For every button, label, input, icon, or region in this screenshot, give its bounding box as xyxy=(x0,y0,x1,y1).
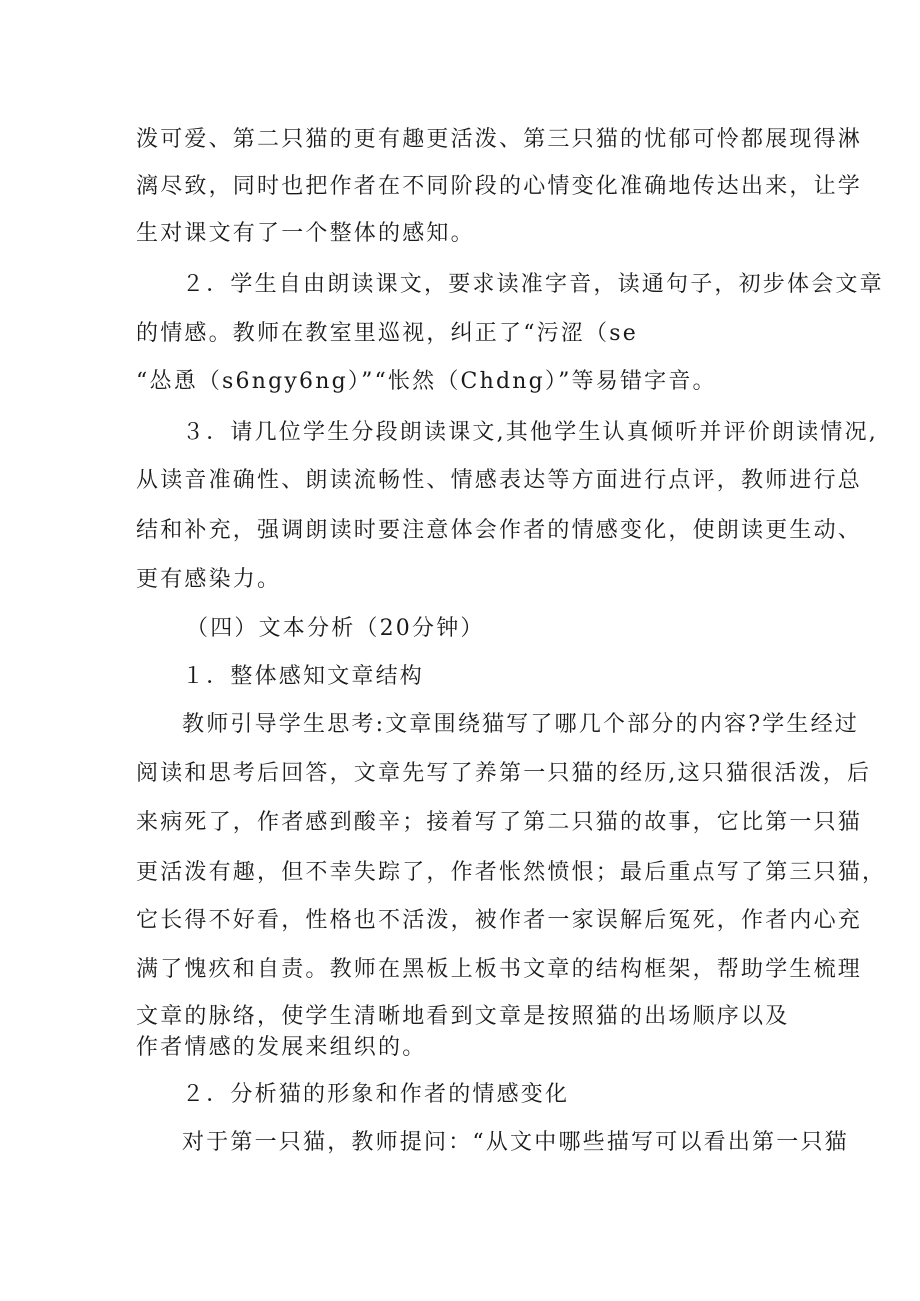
text-line: ２．学生自由朗读课文，要求读准字音，读通句子，初步体会文章 xyxy=(182,272,884,297)
text-line: 对于第一只猫，教师提问：“从文中哪些描写可以看出第一只猫 xyxy=(182,1130,849,1155)
text-line: 满了愧疚和自责。教师在黑板上板书文章的结构框架，帮助学生梳理 xyxy=(136,957,863,982)
text-line: “怂恿（s6ngy6ng）”“怅然（Chdng）”等易错字音。 xyxy=(136,369,717,394)
text-line: ３．请几位学生分段朗读课文,其他学生认真倾听并评价朗读情况, xyxy=(182,420,878,445)
text-line: 生对课文有了一个整体的感知。 xyxy=(136,221,475,246)
text-line: 从读音准确性、朗读流畅性、情感表达等方面进行点评，教师进行总 xyxy=(136,468,863,493)
subheading: １．整体感知文章结构 xyxy=(182,664,425,689)
section-heading: （四）文本分析（20分钟） xyxy=(186,616,485,641)
text-line: 教师引导学生思考:文章围绕猫写了哪几个部分的内容?学生经过 xyxy=(182,712,860,737)
subheading: ２．分析猫的形象和作者的情感变化 xyxy=(182,1082,570,1107)
text-line: 它长得不好看，性格也不活泼，被作者一家误解后冤死，作者内心充 xyxy=(136,908,863,933)
text-line: 来病死了，作者感到酸辛；接着写了第二只猫的故事，它比第一只猫 xyxy=(136,810,863,835)
text-line: 更活泼有趣，但不幸失踪了，作者怅然愤恨；最后重点写了第三只猫， xyxy=(136,860,887,885)
text-line: 泼可爱、第二只猫的更有趣更活泼、第三只猫的忧郁可怜都展现得淋 xyxy=(136,127,863,152)
text-line: 的情感。教师在教室里巡视，纠正了“污涩（se xyxy=(136,321,638,346)
text-line: 漓尽致，同时也把作者在不同阶段的心情变化准确地传达出来，让学 xyxy=(136,174,863,199)
text-line: 结和补充，强调朗读时要注意体会作者的情感变化，使朗读更生动、 xyxy=(136,518,863,543)
text-line: 阅读和思考后回答，文章先写了养第一只猫的经历,这只猫很活泼，后 xyxy=(136,761,872,786)
text-line: 文章的脉络，使学生清晰地看到文章是按照猫的出场顺序以及 xyxy=(136,1004,790,1029)
text-line: 作者情感的发展来组织的。 xyxy=(136,1035,427,1060)
text-line: 更有感染力。 xyxy=(136,567,282,592)
